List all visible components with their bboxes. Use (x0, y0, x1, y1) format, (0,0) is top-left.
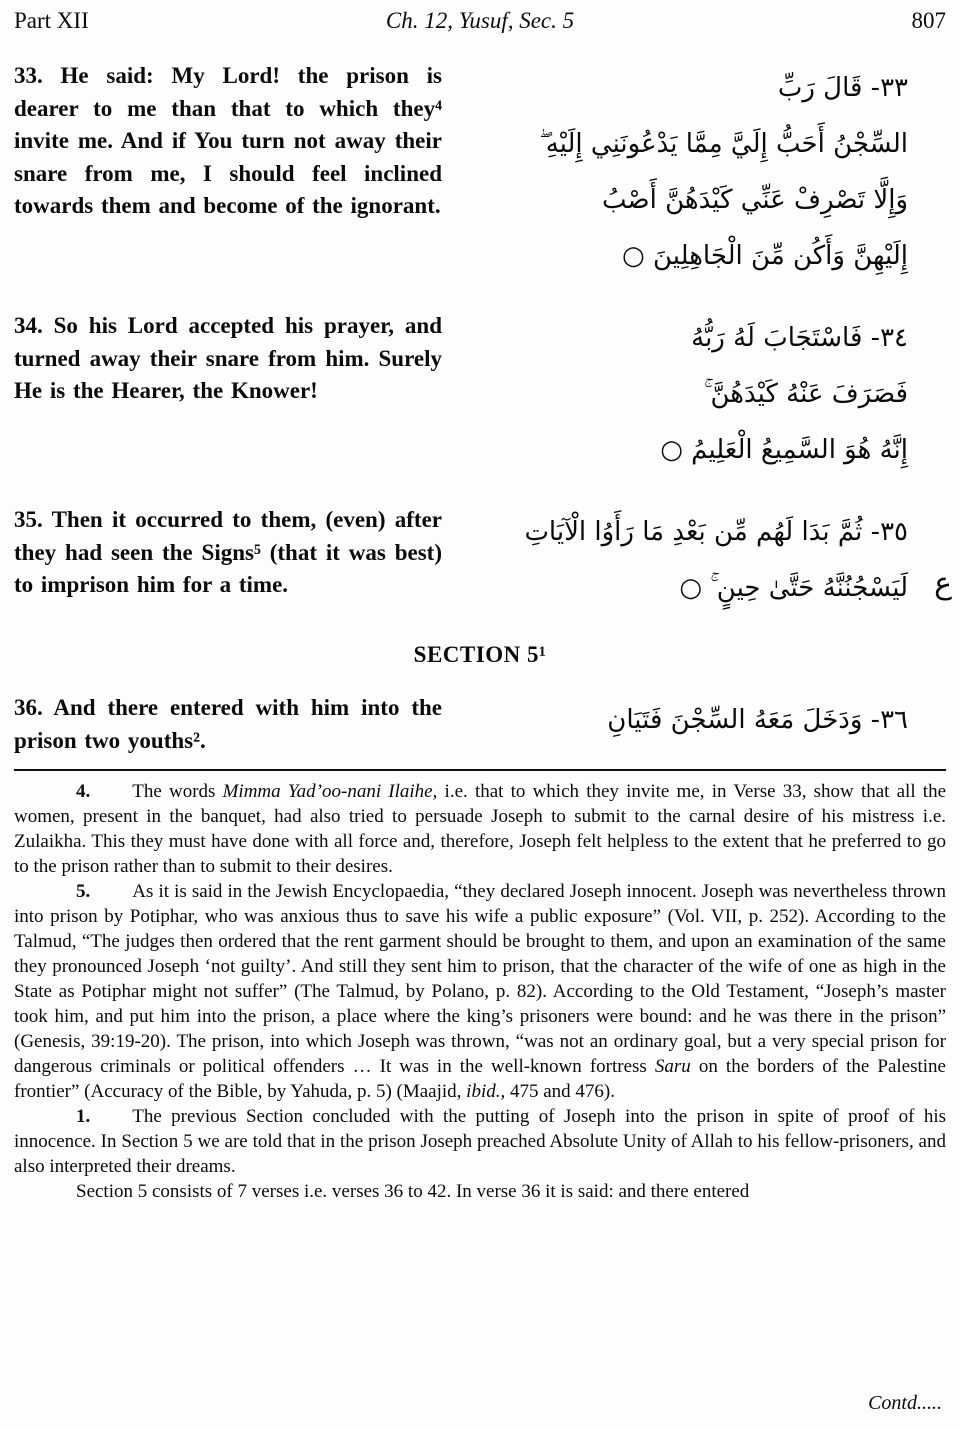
footnotes (14, 779, 946, 1204)
footnote-number: 1. (76, 1106, 91, 1127)
page-header (14, 8, 946, 34)
footnote-text-run: Saru (654, 1056, 691, 1077)
footnote-text-run: ibid., (466, 1081, 506, 1102)
footnote (14, 1179, 946, 1204)
part-label: Part XII (14, 8, 89, 33)
arabic-line: السِّجْنُ أَحَبُّ إِلَيَّ مِمَّا يَدْعُونَنِي إِلَيْهِ ۖ (539, 129, 908, 159)
verses-top (14, 60, 946, 616)
footnote (14, 1104, 946, 1179)
verse-english: 35. Then it occurred to them, (even) after they had seen the Signs⁵ (that it was best) to imprison him for a time. (14, 507, 442, 597)
verse-row (14, 310, 946, 478)
arabic-line: ٣٦- وَدَخَلَ مَعَهُ السِّجْنَ فَتَيَانِ (607, 705, 908, 735)
arabic-line: فَصَرَفَ عَنْهُ كَيْدَهُنَّ ۚ (704, 379, 908, 409)
verse-row (14, 692, 946, 757)
footnote-text-run: Section 5 consists of 7 verses i.e. verses 36 to 42. In verse 36 it is said: and there entered (76, 1181, 750, 1202)
arabic-line: ٣٣- قَالَ رَبِّ (777, 73, 908, 103)
footnote-number: 4. (76, 781, 91, 802)
verse-row (14, 60, 946, 284)
section-heading: SECTION 5¹ (413, 642, 547, 667)
page-number: 807 (911, 8, 946, 33)
footnote-text-run: The words (132, 781, 223, 802)
arabic-line: ٣٤- فَاسْتَجَابَ لَهُ رَبُّهُ (691, 323, 908, 353)
verse-arabic (442, 692, 946, 748)
arabic-line: إِنَّهُ هُوَ السَّمِيعُ الْعَلِيمُ ○ (660, 435, 908, 465)
footnote (14, 879, 946, 1104)
chapter-title: Ch. 12, Yusuf, Sec. 5 (385, 8, 575, 33)
footnote-divider (14, 769, 946, 771)
verse-english: 34. So his Lord accepted his prayer, and turned away their snare from him. Surely He is the Hearer, the Knower! (14, 313, 442, 403)
verse-arabic (442, 504, 946, 616)
contd-label: Contd..... (868, 1392, 942, 1414)
verse-english: 36. And there entered with him into the prison two youths². (14, 695, 442, 753)
footnote-text-run: on the borders of the Palestine frontier” (Accuracy of the Bible, by Yahuda, p. 5) (Maajid, (14, 1056, 946, 1102)
arabic-line: إِلَيْهِنَّ وَأَكُن مِّنَ الْجَاهِلِينَ ○ (622, 241, 908, 271)
verse-arabic (442, 60, 946, 284)
footnote-text-run: The previous Section concluded with the putting of Joseph into the prison in spite of proof of his innocence. In Section 5 we are told that in the prison Joseph preached Absolute Unity of Allah to his fellow-prisoners, and also interpreted their dreams. (14, 1106, 946, 1177)
arabic-line: ٣٥- ثُمَّ بَدَا لَهُم مِّن بَعْدِ مَا رَأَوُا الْآيَاتِ (524, 517, 908, 547)
verse-english: 33. He said: My Lord! the prison is dearer to me than that to which they⁴ invite me. And if You turn not away their snare from me, I should feel inclined towards them and become of the ignorant. (14, 63, 442, 218)
footnote-text-run: Mimma Yad’oo-nani Ilaihe, (222, 781, 438, 802)
verses-bottom (14, 692, 946, 757)
arabic-line: لَيَسْجُنُنَّهُ حَتَّىٰ حِينٍ ۚ ○ (679, 573, 908, 603)
ruku-marker: ع (934, 566, 952, 601)
verse-arabic (442, 310, 946, 478)
footnote-text-run: As it is said in the Jewish Encyclopaedia, “they declared Joseph innocent. Joseph was nevertheless thrown into prison by Potiphar, who was anxious thus to save his wife a public exposure” (Vol. VII, p. 252). According to the Talmud, “The judges then ordered that the rent garment should be brought to them, and upon an examination of the same they pronounced Joseph ‘not guilty’. And still they sent him to prison, that the character of the wife of one as high in the State as Potiphar might not suffer” (The Talmud, by Polano, p. 82). According to the Old Testament, “Joseph’s master took him, and put him into the prison, a place where the king’s prisoners were bound: and he was there in the prison” (Genesis, 39:19-20). The prison, into which Joseph was thrown, “was not an ordinary goal, but a very special prison for dangerous criminals or political offenders … It was in the well-known fortress (14, 881, 946, 1077)
footnote-number: 5. (76, 881, 91, 902)
footnote (14, 779, 946, 879)
arabic-line: وَإِلَّا تَصْرِفْ عَنِّي كَيْدَهُنَّ أَصْبُ (602, 185, 908, 215)
verse-row (14, 504, 946, 616)
footnote-text-run: i.e. that to which they invite me, in Verse 33, show that all the women, present in the banquet, had also tried to persuade Joseph to submit to the carnal desire of his mistress i.e. Zulaikha. This they must have done with all force and, therefore, Joseph felt helpless to the extent that he preferred to go to the prison rather than to submit to their desires. (14, 781, 947, 877)
footnote-text-run: 475 and 476). (505, 1081, 615, 1102)
